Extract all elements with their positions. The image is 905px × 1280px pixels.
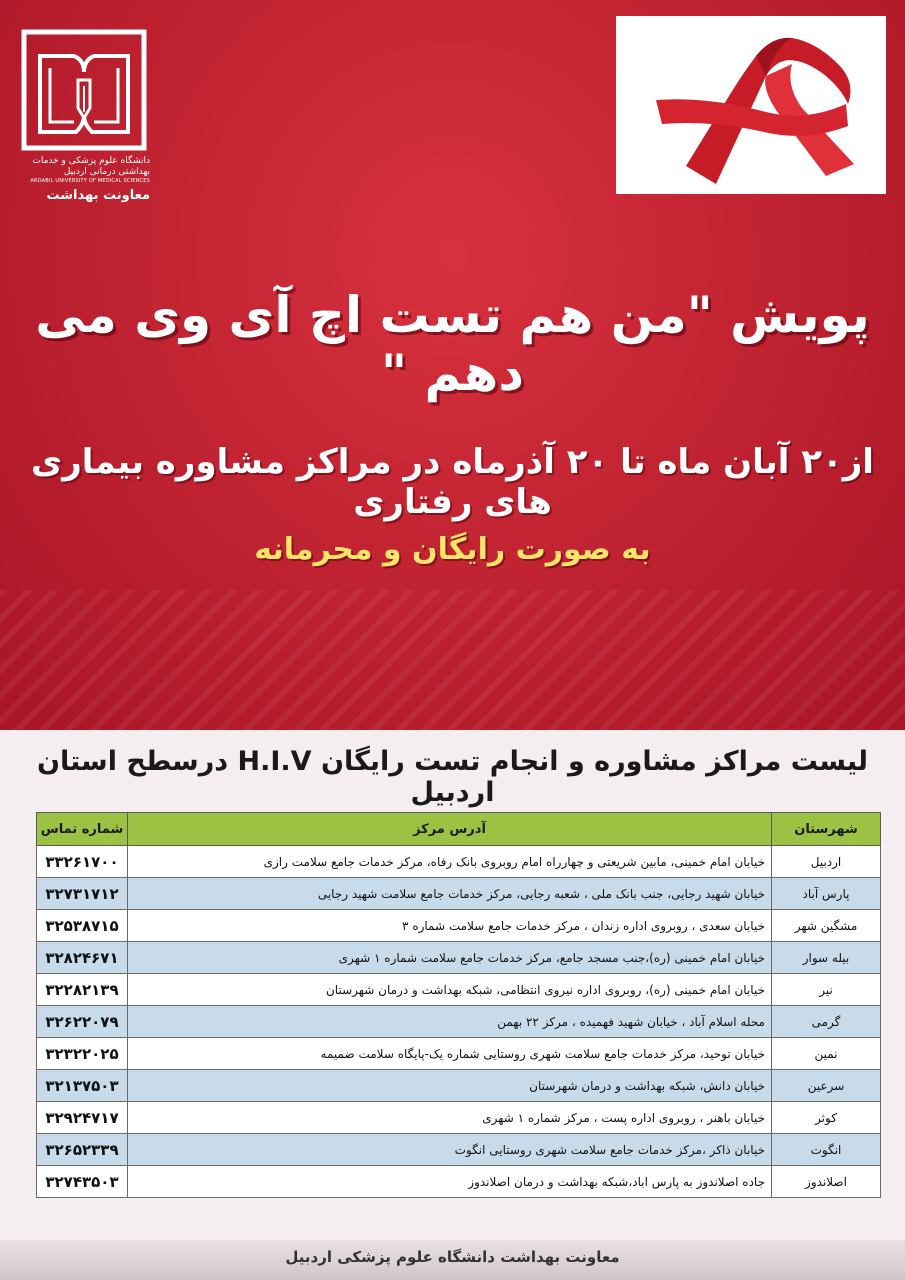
- city-cell: اصلاندوز: [772, 1166, 881, 1198]
- table-row: [37, 846, 881, 878]
- city-cell: بیله سوار: [772, 942, 881, 974]
- university-name-en: ARDABIL UNIVERSITY OF MEDICAL SCIENCES: [30, 178, 150, 184]
- table-row: [37, 1006, 881, 1038]
- phone-cell: ۳۲۹۲۴۷۱۷: [37, 1102, 128, 1134]
- header-address: آدرس مرکز: [128, 813, 772, 846]
- address-cell: خیابان توحید، مرکز خدمات جامع سلامت شهری روستایی شماره یک-پایگاه سلامت ضمیمه: [128, 1038, 772, 1070]
- city-cell: سرعین: [772, 1070, 881, 1102]
- table-row: [37, 910, 881, 942]
- footer-text: معاونت بهداشت دانشگاه علوم پزشکی اردبیل: [285, 1248, 620, 1266]
- address-cell: خیابان امام خمینی (ره)، روبروی اداره نیروی انتظامی، شبکه بهداشت و درمان شهرستان: [128, 974, 772, 1006]
- city-cell: نیر: [772, 974, 881, 1006]
- table-row: [37, 1038, 881, 1070]
- address-cell: محله اسلام آباد ، خیابان شهید فهمیده ، مرکز ۲۲ بهمن: [128, 1006, 772, 1038]
- address-cell: خیابان سعدی ، روبروی اداره زندان ، مرکز خدمات جامع سلامت شماره ۳: [128, 910, 772, 942]
- header-city: شهرستان: [772, 813, 881, 846]
- city-cell: گرمی: [772, 1006, 881, 1038]
- phone-cell: ۳۲۶۲۲۰۷۹: [37, 1006, 128, 1038]
- phone-cell: ۳۲۳۲۲۰۲۵: [37, 1038, 128, 1070]
- header-phone: شماره تماس: [37, 813, 128, 846]
- phone-cell: ۳۲۷۳۱۷۱۲: [37, 878, 128, 910]
- city-cell: کوثر: [772, 1102, 881, 1134]
- address-cell: خیابان باهنر ، روبروی اداره پست ، مرکز شماره ۱ شهری: [128, 1102, 772, 1134]
- free-confidential-note: به صورت رایگان و محرمانه: [254, 532, 651, 567]
- address-cell: خیابان ذاکر ،مرکز خدمات جامع سلامت شهری روستایی انگوت: [128, 1134, 772, 1166]
- phone-cell: ۳۲۶۵۲۳۳۹: [37, 1134, 128, 1166]
- address-cell: خیابان امام خمینی (ره)،جنب مسجد جامع، مرکز خدمات جامع سلامت شماره ۱ شهری: [128, 942, 772, 974]
- city-cell: پارس آباد: [772, 878, 881, 910]
- table-row: [37, 1134, 881, 1166]
- centers-table: [36, 812, 881, 1198]
- ribbon-image: [616, 16, 886, 194]
- phone-cell: ۳۲۷۴۳۵۰۳: [37, 1166, 128, 1198]
- city-cell: انگوت: [772, 1134, 881, 1166]
- table-row: [37, 1070, 881, 1102]
- university-logo: [20, 28, 150, 208]
- city-cell: اردبیل: [772, 846, 881, 878]
- centers-list-title: لیست مراکز مشاوره و انجام تست رایگان H.I.V درسطح استان اردبیل: [36, 746, 869, 808]
- address-cell: خیابان امام خمینی، مابین شریعتی و چهارراه امام روبروی بانک رفاه، مرکز خدمات جامع سلامت رازی: [128, 846, 772, 878]
- phone-cell: ۳۲۱۳۷۵۰۳: [37, 1070, 128, 1102]
- university-name: دانشگاه علوم پزشکی و خدمات بهداشتی درمانی اردبیل: [32, 156, 150, 177]
- table-row: [37, 1102, 881, 1134]
- phone-cell: ۳۳۲۶۱۷۰۰: [37, 846, 128, 878]
- red-ribbon-icon: [616, 16, 886, 194]
- address-cell: خیابان شهید رجایی، جنب بانک ملی ، شعبه رجایی، مرکز خدمات جامع سلامت شهید رجایی: [128, 878, 772, 910]
- address-cell: جاده اصلاندوز به پارس اباد،شبکه بهداشت و درمان اصلاندوز: [128, 1166, 772, 1198]
- address-cell: خیابان دانش، شبکه بهداشت و درمان شهرستان: [128, 1070, 772, 1102]
- table-row: [37, 942, 881, 974]
- campaign-dates: از۲۰ آبان ماه تا ۲۰ آذرماه در مراکز مشاوره بیماری های رفتاری: [31, 442, 874, 522]
- city-cell: نمین: [772, 1038, 881, 1070]
- city-cell: مشگین شهر: [772, 910, 881, 942]
- table-row: [37, 974, 881, 1006]
- department-name: معاونت بهداشت: [46, 188, 150, 203]
- phone-cell: ۳۲۸۲۴۶۷۱: [37, 942, 128, 974]
- phone-cell: ۳۲۲۸۲۱۳۹: [37, 974, 128, 1006]
- table-header-row: [37, 813, 881, 846]
- campaign-headline: پویش "من هم تست اچ آی وی می دهم ": [35, 286, 870, 402]
- phone-cell: ۳۲۵۳۸۷۱۵: [37, 910, 128, 942]
- table-row: [37, 1166, 881, 1198]
- book-pen-logo-icon: [20, 28, 148, 152]
- table-row: [37, 878, 881, 910]
